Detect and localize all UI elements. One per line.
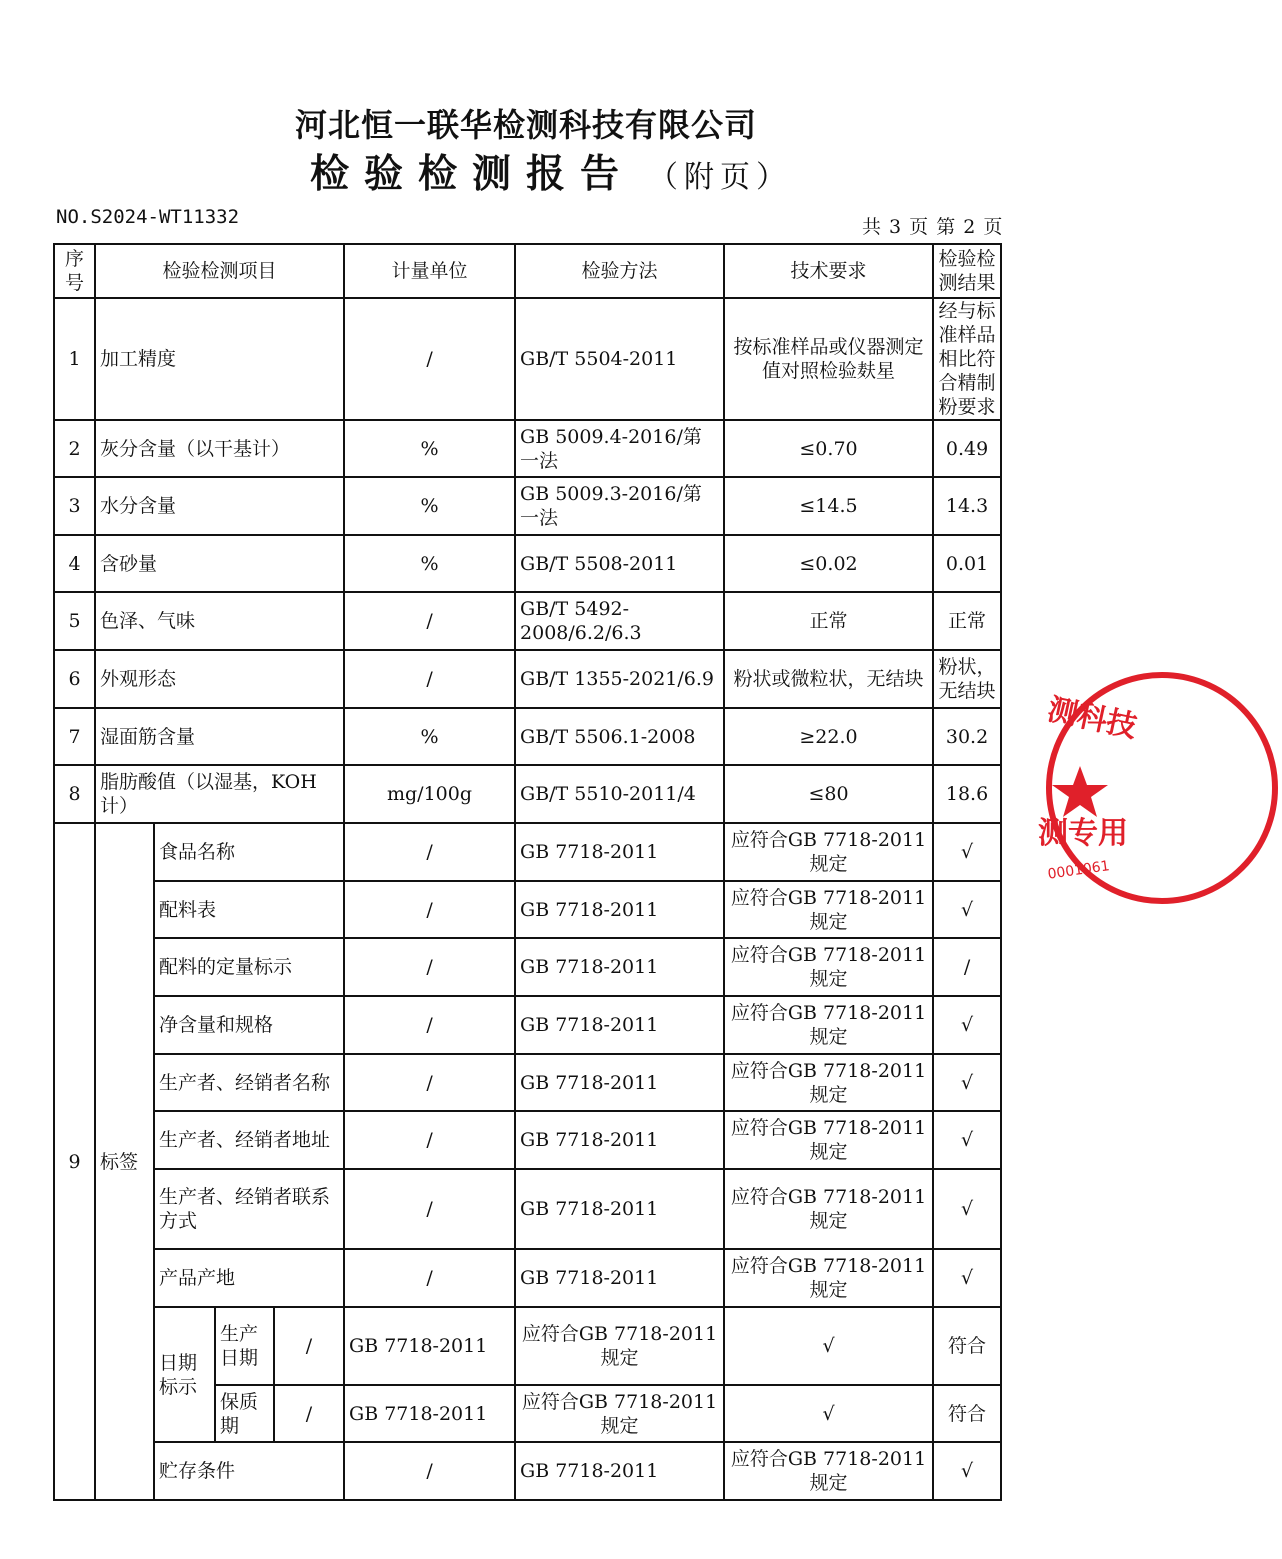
label-item: 食品名称 bbox=[154, 823, 344, 881]
row-unit: % bbox=[344, 477, 515, 535]
row-requirement: 应符合GB 7718-2011规定 bbox=[724, 1054, 933, 1111]
row-result: √ bbox=[933, 1442, 1001, 1500]
seal-number: 0001061 bbox=[1046, 858, 1111, 883]
row-method: GB/T 5492-2008/6.2/6.3 bbox=[515, 592, 724, 650]
row-item: 含砂量 bbox=[95, 535, 344, 592]
label-row bbox=[54, 1249, 1001, 1307]
seal-star-icon bbox=[1052, 766, 1108, 817]
row-unit: / bbox=[274, 1385, 344, 1442]
label-row bbox=[54, 823, 1001, 881]
row-method: GB/T 5504-2011 bbox=[515, 298, 724, 420]
row-method: GB/T 5506.1-2008 bbox=[515, 708, 724, 765]
row-method: GB 5009.4-2016/第一法 bbox=[515, 420, 724, 477]
row-result: 14.3 bbox=[933, 477, 1001, 535]
row-method: GB 7718-2011 bbox=[515, 938, 724, 996]
row-requirement: 应符合GB 7718-2011规定 bbox=[724, 938, 933, 996]
seal-text-top: 测科技 bbox=[1044, 692, 1140, 746]
row-judgement: 符合 bbox=[933, 1385, 1001, 1442]
row-unit: / bbox=[344, 1111, 515, 1169]
company-name: 河北恒一联华检测科技有限公司 bbox=[294, 106, 757, 144]
row-item: 水分含量 bbox=[95, 477, 344, 535]
row-seq: 9 bbox=[54, 823, 95, 1500]
row-seq: 5 bbox=[54, 592, 95, 650]
row-result: 18.6 bbox=[933, 765, 1001, 823]
table-row bbox=[54, 765, 1001, 823]
row-requirement: 正常 bbox=[724, 592, 933, 650]
label-sub-item: 生产日期 bbox=[215, 1307, 274, 1385]
row-result: √ bbox=[933, 1169, 1001, 1249]
row-result: √ bbox=[933, 881, 1001, 938]
row-method: GB 7718-2011 bbox=[515, 1442, 724, 1500]
row-method: GB 7718-2011 bbox=[515, 1249, 724, 1307]
label-sub-item: 保质期 bbox=[215, 1385, 274, 1442]
row-result: √ bbox=[724, 1385, 933, 1442]
label-row bbox=[54, 1307, 1001, 1385]
row-result: √ bbox=[933, 823, 1001, 881]
table-row bbox=[54, 592, 1001, 650]
row-requirement: 粉状或微粒状，无结块 bbox=[724, 650, 933, 708]
row-result: 正常 bbox=[933, 592, 1001, 650]
row-item: 灰分含量（以干基计） bbox=[95, 420, 344, 477]
table-row bbox=[54, 420, 1001, 477]
label-row bbox=[54, 1111, 1001, 1169]
row-result: √ bbox=[933, 996, 1001, 1054]
label-group-name: 标签 bbox=[95, 823, 154, 1500]
page-indicator: 共 3 页 第 2 页 bbox=[862, 216, 1004, 238]
row-result: √ bbox=[933, 1054, 1001, 1111]
row-method: GB 7718-2011 bbox=[515, 1111, 724, 1169]
label-item: 生产者、经销者名称 bbox=[154, 1054, 344, 1111]
table-row bbox=[54, 650, 1001, 708]
label-row bbox=[54, 996, 1001, 1054]
table-row bbox=[54, 708, 1001, 765]
row-result: √ bbox=[933, 1249, 1001, 1307]
row-requirement: 应符合GB 7718-2011规定 bbox=[724, 881, 933, 938]
row-method: GB 7718-2011 bbox=[515, 881, 724, 938]
header-result: 检验检测结果 bbox=[933, 244, 1001, 298]
official-seal bbox=[1038, 668, 1282, 908]
row-result: √ bbox=[724, 1307, 933, 1385]
label-item: 配料表 bbox=[154, 881, 344, 938]
row-result: √ bbox=[933, 1111, 1001, 1169]
label-row bbox=[54, 1442, 1001, 1500]
date-group-name: 日期标示 bbox=[154, 1307, 215, 1442]
row-item: 加工精度 bbox=[95, 298, 344, 420]
row-requirement: 应符合GB 7718-2011规定 bbox=[515, 1385, 724, 1442]
row-method: GB 5009.3-2016/第一法 bbox=[515, 477, 724, 535]
row-method: GB/T 1355-2021/6.9 bbox=[515, 650, 724, 708]
row-result: / bbox=[933, 938, 1001, 996]
row-seq: 4 bbox=[54, 535, 95, 592]
row-requirement: ≥22.0 bbox=[724, 708, 933, 765]
row-unit: / bbox=[344, 823, 515, 881]
row-unit: / bbox=[344, 1169, 515, 1249]
row-method: GB 7718-2011 bbox=[515, 996, 724, 1054]
row-unit: / bbox=[344, 592, 515, 650]
row-method: GB 7718-2011 bbox=[515, 1054, 724, 1111]
row-result: 30.2 bbox=[933, 708, 1001, 765]
row-result: 经与标准样品相比符合精制粉要求 bbox=[933, 298, 1001, 420]
label-item: 生产者、经销者联系方式 bbox=[154, 1169, 344, 1249]
label-row bbox=[54, 881, 1001, 938]
inspection-table bbox=[53, 243, 1002, 1501]
report-title bbox=[0, 143, 1102, 199]
row-item: 脂肪酸值（以湿基，KOH计） bbox=[95, 765, 344, 823]
label-row bbox=[54, 1169, 1001, 1249]
row-method: GB 7718-2011 bbox=[344, 1385, 515, 1442]
label-item: 生产者、经销者地址 bbox=[154, 1111, 344, 1169]
row-requirement: 应符合GB 7718-2011规定 bbox=[724, 823, 933, 881]
row-method: GB/T 5508-2011 bbox=[515, 535, 724, 592]
row-seq: 3 bbox=[54, 477, 95, 535]
row-unit: mg/100g bbox=[344, 765, 515, 823]
row-requirement: ≤80 bbox=[724, 765, 933, 823]
row-seq: 7 bbox=[54, 708, 95, 765]
table-row bbox=[54, 535, 1001, 592]
table-header-row bbox=[54, 244, 1001, 298]
header-method: 检验方法 bbox=[515, 244, 724, 298]
row-item: 外观形态 bbox=[95, 650, 344, 708]
row-requirement: ≤14.5 bbox=[724, 477, 933, 535]
header-requirement: 技术要求 bbox=[724, 244, 933, 298]
label-item: 贮存条件 bbox=[154, 1442, 344, 1500]
row-requirement: 应符合GB 7718-2011规定 bbox=[515, 1307, 724, 1385]
label-item: 净含量和规格 bbox=[154, 996, 344, 1054]
row-unit: / bbox=[344, 938, 515, 996]
report-number: NO.S2024-WT11332 bbox=[56, 206, 240, 228]
row-judgement: 符合 bbox=[933, 1307, 1001, 1385]
label-item: 配料的定量标示 bbox=[154, 938, 344, 996]
header-unit: 计量单位 bbox=[344, 244, 515, 298]
row-method: GB/T 5510-2011/4 bbox=[515, 765, 724, 823]
row-unit: % bbox=[344, 708, 515, 765]
row-unit: % bbox=[344, 420, 515, 477]
row-seq: 6 bbox=[54, 650, 95, 708]
row-requirement: 应符合GB 7718-2011规定 bbox=[724, 996, 933, 1054]
row-requirement: ≤0.02 bbox=[724, 535, 933, 592]
row-method: GB 7718-2011 bbox=[515, 1169, 724, 1249]
header-seq: 序号 bbox=[54, 244, 95, 298]
row-requirement: 按标准样品或仪器测定值对照检验麸星 bbox=[724, 298, 933, 420]
row-result: 0.01 bbox=[933, 535, 1001, 592]
label-row bbox=[54, 938, 1001, 996]
report-title-suffix: （附页） bbox=[648, 160, 792, 195]
row-unit: / bbox=[344, 881, 515, 938]
report-title-main: 检验检测报告 bbox=[309, 152, 634, 197]
label-row bbox=[54, 1054, 1001, 1111]
row-requirement: 应符合GB 7718-2011规定 bbox=[724, 1111, 933, 1169]
seal-text-bottom: 测专用 bbox=[1038, 816, 1128, 851]
row-unit: / bbox=[344, 298, 515, 420]
row-method: GB 7718-2011 bbox=[515, 823, 724, 881]
row-unit: / bbox=[274, 1307, 344, 1385]
row-requirement: ≤0.70 bbox=[724, 420, 933, 477]
row-requirement: 应符合GB 7718-2011规定 bbox=[724, 1249, 933, 1307]
row-requirement: 应符合GB 7718-2011规定 bbox=[724, 1442, 933, 1500]
row-unit: % bbox=[344, 535, 515, 592]
header-item: 检验检测项目 bbox=[95, 244, 344, 298]
row-seq: 2 bbox=[54, 420, 95, 477]
row-item: 湿面筋含量 bbox=[95, 708, 344, 765]
row-method: GB 7718-2011 bbox=[344, 1307, 515, 1385]
row-unit: / bbox=[344, 1249, 515, 1307]
row-seq: 8 bbox=[54, 765, 95, 823]
row-seq: 1 bbox=[54, 298, 95, 420]
row-unit: / bbox=[344, 1442, 515, 1500]
table-row bbox=[54, 477, 1001, 535]
row-unit: / bbox=[344, 1054, 515, 1111]
row-unit: / bbox=[344, 650, 515, 708]
row-result: 0.49 bbox=[933, 420, 1001, 477]
row-item: 色泽、气味 bbox=[95, 592, 344, 650]
label-item: 产品产地 bbox=[154, 1249, 344, 1307]
table-row bbox=[54, 298, 1001, 420]
row-result: 粉状，无结块 bbox=[933, 650, 1001, 708]
row-requirement: 应符合GB 7718-2011规定 bbox=[724, 1169, 933, 1249]
row-unit: / bbox=[344, 996, 515, 1054]
